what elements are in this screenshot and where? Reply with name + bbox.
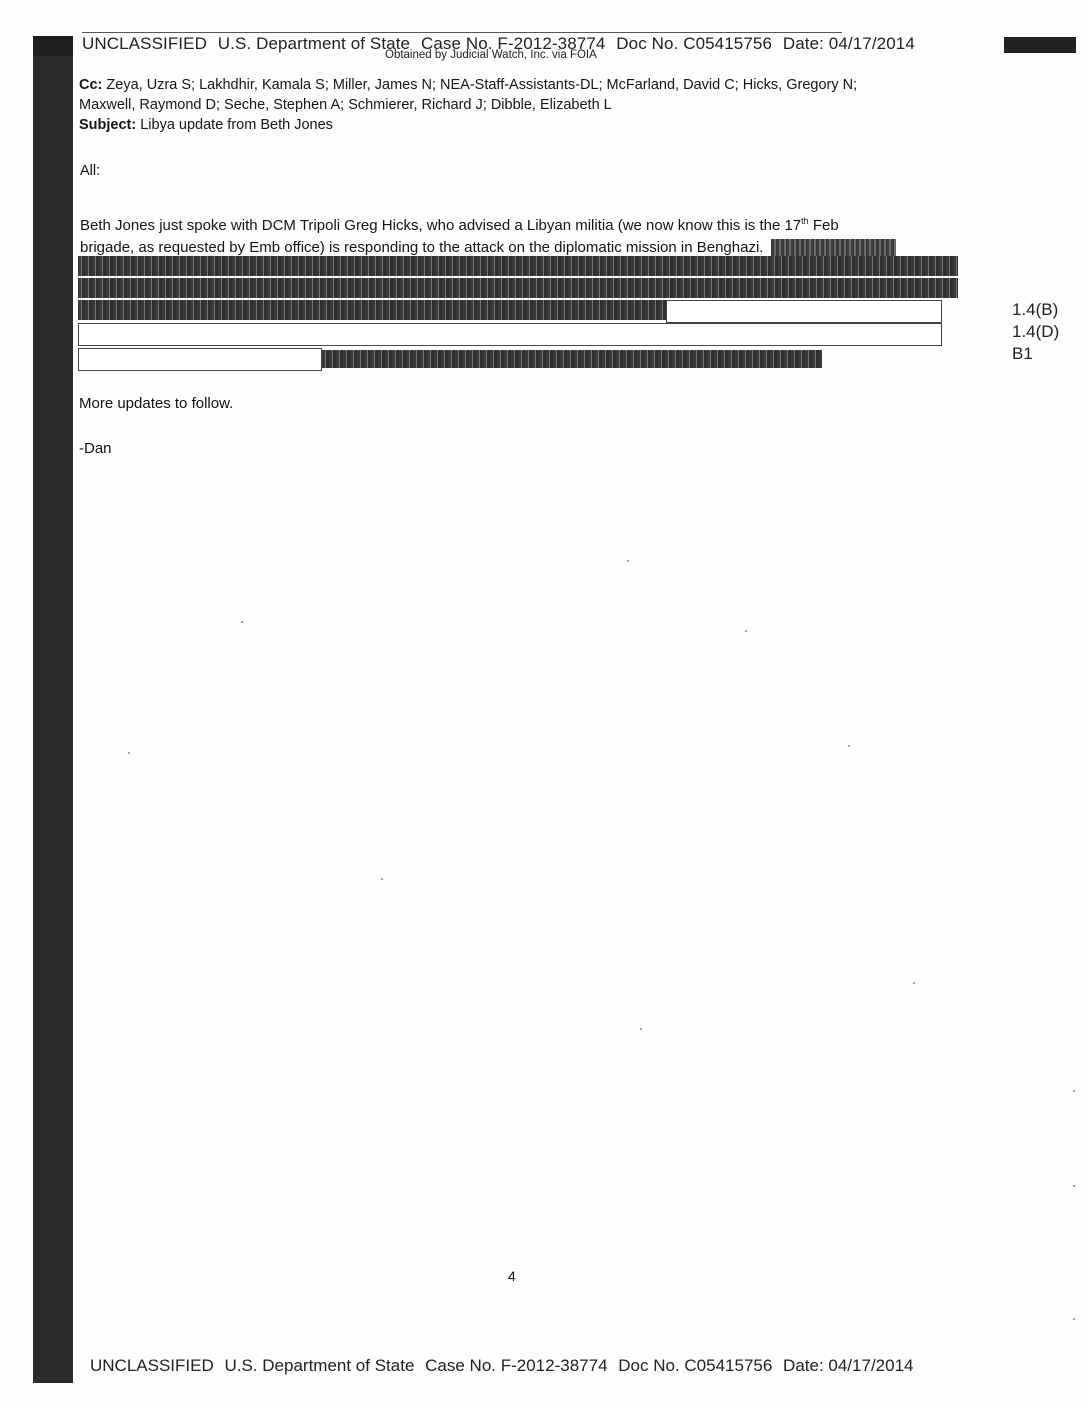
scan-speck (913, 982, 915, 984)
greeting: All: (80, 163, 101, 179)
scan-edge-bar (33, 36, 73, 1383)
redaction-whitebox-2 (78, 323, 942, 346)
redaction-line-4 (78, 278, 958, 298)
scan-speck (640, 1028, 642, 1030)
signature: -Dan (79, 440, 112, 457)
scan-speck (848, 745, 850, 747)
scan-speck (241, 621, 243, 623)
subject-line (79, 115, 979, 135)
scan-speck (1073, 1090, 1075, 1092)
redaction-code: B1 (1012, 344, 1033, 363)
subject-label: Subject: (79, 117, 137, 133)
body-line-1 (80, 210, 960, 237)
header-case-number: Case No. F-2012-38774 (420, 34, 606, 53)
redaction-code: 1.4(B) (1012, 300, 1059, 319)
scan-speck (1073, 1185, 1075, 1187)
footer-classification: UNCLASSIFIED (90, 1356, 214, 1375)
redaction-line-5 (78, 300, 666, 320)
header-department: U.S. Department of State (217, 34, 411, 53)
footer-department: U.S. Department of State (224, 1356, 415, 1375)
footer-date: Date: 04/17/2014 (783, 1356, 914, 1375)
cc-line (79, 75, 979, 95)
header-classification: UNCLASSIFIED (82, 34, 207, 53)
scan-speck (381, 878, 383, 880)
scan-speck (1073, 1318, 1075, 1320)
cc-label: Cc: (79, 77, 103, 93)
redaction-whitebox-3 (78, 348, 322, 371)
page-number: 4 (508, 1268, 516, 1284)
redaction-whitebox-1 (666, 300, 942, 323)
scan-speck (745, 630, 747, 632)
body-paragraph (80, 210, 960, 259)
email-headers (79, 75, 979, 135)
redaction-line-3 (78, 256, 958, 276)
header-date: Date: 04/17/2014 (782, 34, 915, 53)
scan-corner-mark (1004, 37, 1076, 53)
body-text-1b: Feb (808, 217, 839, 234)
body-text-2: brigade, as requested by Emb office) is responding to the attack on the diplomatic mission in Benghazi. (80, 239, 764, 256)
body-text-1a: Beth Jones just spoke with DCM Tripoli Greg Hicks, who advised a Libyan militia (we now know this is the 17 (80, 217, 802, 234)
footer-case-number: Case No. F-2012-38774 (425, 1356, 608, 1375)
header-rule (82, 32, 842, 33)
redaction-inline (771, 239, 896, 257)
scan-edge-bar-top (33, 36, 73, 56)
scan-speck (627, 560, 629, 562)
scan-speck (128, 752, 130, 754)
redaction-code: 1.4(D) (1012, 322, 1060, 341)
cc-recipients-line1: Zeya, Uzra S; Lakhdhir, Kamala S; Miller, James N; NEA-Staff-Assistants-DL; McFarland, David C; Hicks, Gregory N; (106, 77, 858, 93)
header-doc-number: Doc No. C05415756 (616, 34, 773, 53)
redaction-codes (1012, 299, 1059, 365)
body-superscript: th (801, 216, 809, 226)
foia-watermark: Obtained by Judicial Watch, Inc. via FOIA (385, 49, 597, 61)
subject-text: Libya update from Beth Jones (140, 117, 333, 133)
closing-line: More updates to follow. (79, 395, 234, 412)
footer-doc-number: Doc No. C05415756 (618, 1356, 773, 1375)
cc-recipients-line2: Maxwell, Raymond D; Seche, Stephen A; Schmierer, Richard J; Dibble, Elizabeth L (79, 97, 612, 113)
redaction-line-7 (322, 350, 822, 368)
footer-stamp (90, 1356, 920, 1376)
